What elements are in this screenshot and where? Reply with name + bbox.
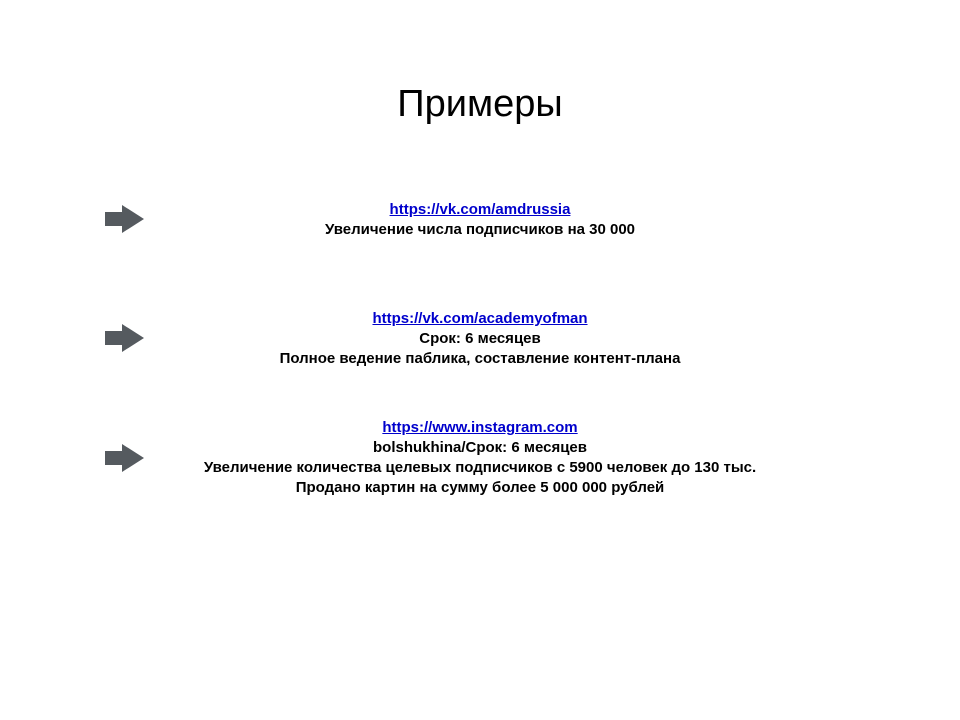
example-3-line-3: Продано картин на сумму более 5 000 000 рублей (295, 479, 665, 496)
example-1 (0, 200, 960, 240)
example-3-line-2: Увеличение количества целевых подписчиков с 5900 человек до 130 тыс. (203, 459, 757, 476)
example-2-link[interactable]: https://vk.com/academyofman (372, 310, 588, 327)
example-3-line-1: bolshukhina/Срок: 6 месяцев (373, 439, 587, 456)
example-2-line-1: Срок: 6 месяцев (419, 330, 541, 347)
example-1-line-1: Увеличение числа подписчиков на 30 000 (324, 221, 636, 238)
example-2-line-2: Полное ведение паблика, составление контент-плана (279, 350, 681, 367)
example-2 (0, 309, 960, 369)
example-1-link[interactable]: https://vk.com/amdrussia (389, 201, 571, 218)
example-3-link[interactable]: https://www.instagram.com (382, 419, 578, 436)
example-3 (0, 418, 960, 498)
slide-title: Примеры (397, 83, 563, 125)
